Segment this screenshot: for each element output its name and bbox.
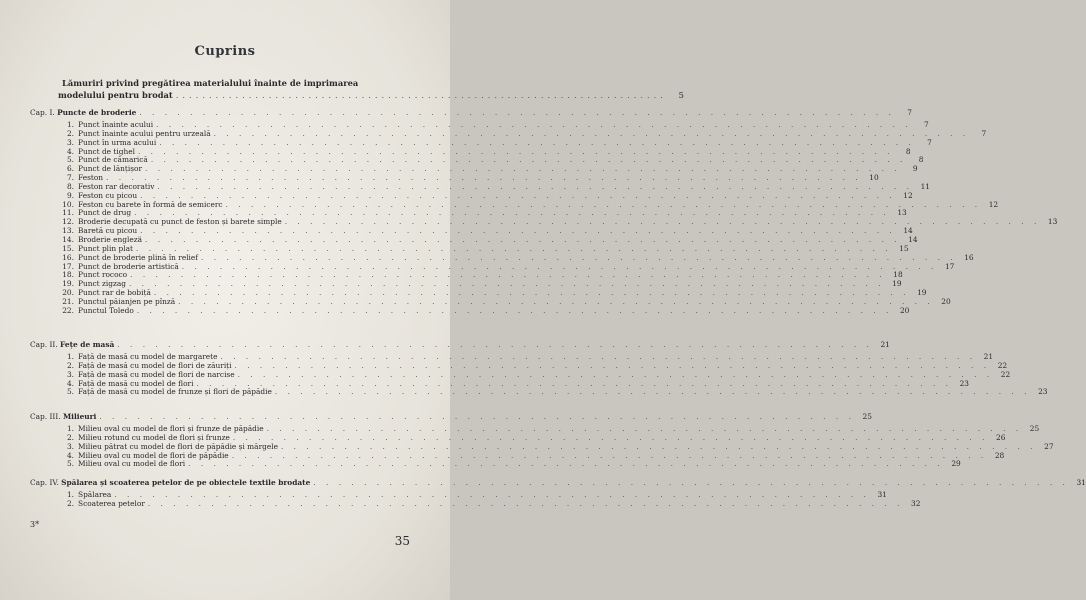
toc-item-title: Milieu oval cu model de flori xyxy=(78,459,186,469)
toc-item-number: 7. xyxy=(66,173,74,183)
toc-item-page: 26 xyxy=(996,432,1006,442)
toc-item-title: Punct de tighel xyxy=(78,146,135,156)
toc-item-page: 19 xyxy=(892,279,902,289)
signature-mark: 3* xyxy=(30,520,40,529)
toc-item-title: Scoaterea petelor xyxy=(78,498,145,508)
toc-item-page: 7 xyxy=(927,137,932,147)
leader-dots: . . . . . . . . . . . . . . . . . . . . . . . . . . . . . . . . . . . . . . . . . . . . . . . . . . . . . . . . . . . . xyxy=(145,234,901,244)
toc-item-number: 8. xyxy=(66,181,74,191)
toc-item-page: 16 xyxy=(964,252,974,262)
toc-item-number: 10. xyxy=(62,199,74,209)
toc-item-page: 19 xyxy=(917,288,927,298)
toc-item-number: 15. xyxy=(62,243,74,253)
leader-dots: . . . . . . . . . . . . . . . . . . . . . . . . . . . . . . . . . . . . . . . . . . . . . . . . . . . . . . . . . . . . xyxy=(188,459,944,469)
toc-item-number: 21. xyxy=(62,296,74,306)
toc-item-page: 29 xyxy=(951,459,961,469)
leader-dots: . . . . . . . . . . . . . . . . . . . . . . . . . . . . . . . . . . . . . . . . . . . . . . . . . . . . . . . . . . . . xyxy=(136,243,892,253)
leader-dots: . . . . . . . . . . . . . . . . . . . . . . . . . . . . . . . . . . . . . . . . . . . . . . . . . . . . . . . . . . . . xyxy=(128,279,885,289)
chapter-page-number: 31 xyxy=(1076,478,1086,487)
toc-item-number: 14. xyxy=(62,234,74,244)
toc-item-page: 23 xyxy=(959,378,970,388)
chapter-page-number: 25 xyxy=(862,412,872,421)
toc-item-page: 32 xyxy=(911,498,921,508)
toc-item-number: 12. xyxy=(62,217,74,227)
leader-dots: . . . . . . . . . . . . . . . . . . . . . . . . . . . . . . . . . . . . . . . . . . . . . . . . . . . . . . . . . . . . xyxy=(157,181,913,191)
toc-item-title: Milieu rotund cu model de flori și frunze xyxy=(78,432,230,442)
leader-dots: . . . . . . . . . . . . . . . . . . . . . . . . . . . . . . . . . . . . . . . . . . . . . . . . . . . . . . . . . . . . xyxy=(232,432,989,442)
chapter-section xyxy=(30,340,1048,397)
leader-dots: . . . . . . . . . . . . . . . . . . . . . . . . . . . . . . . . . . . . . . . . . . . . . . . . . . . . . . . . . . . . xyxy=(130,270,886,280)
chapter-title: Puncte de broderie xyxy=(57,108,137,117)
toc-item xyxy=(30,498,921,509)
toc-item-page: 15 xyxy=(899,243,909,253)
toc-item-page: 27 xyxy=(1044,441,1054,451)
toc-item-title: Milieu oval cu model de flori și frunze de păpădie xyxy=(78,424,264,433)
toc-item-title: Față de masă cu model de margarete xyxy=(78,352,218,361)
toc-item-number: 22. xyxy=(62,305,74,315)
toc-item-number: 16. xyxy=(62,252,74,262)
leader-dots: . . . . . . . . . . . . . . . . . . . . . . . . . . . . . . . . . . . . . . . . . . . . . . . . . . . . . . . . . . . . xyxy=(134,208,890,218)
leader-dots: . . . . . . . . . . . . . . . . . . . . . . . . . . . . . . . . . . . . . . . . . . . . . . . . . . . . . . . . . . . . xyxy=(274,387,1031,397)
intro-line-2 xyxy=(58,89,684,101)
intro-entry xyxy=(58,77,684,101)
chapter-heading xyxy=(30,340,890,349)
toc-item-title: Broderie englezä xyxy=(78,234,143,244)
leader-dots: . . . . . . . . . . . . . . . . . . . . . . . . . . . . . . . . . . . . . . . . . . . . . . . . . . . . . . . . . . . . xyxy=(284,217,1041,227)
leader-dots: . . . . . . . . . . . . . . . . . . . . . . . . . . . . . . . . . . . . . . . . . . . . . . . . . . . . . . . . . . . . xyxy=(150,155,907,165)
toc-item-number: 5. xyxy=(66,387,74,397)
toc-item-number: 1. xyxy=(66,424,74,433)
chapter-number: Cap. IV. xyxy=(30,478,59,487)
toc-item-title: Față de masă cu model de flori xyxy=(78,378,194,388)
toc-item-number: 3. xyxy=(66,137,74,147)
toc-item-text xyxy=(60,388,272,397)
toc-item-title: Feston xyxy=(78,173,104,183)
toc-item-title: Punct rococo xyxy=(78,270,128,280)
toc-item-number: 4. xyxy=(66,378,74,388)
toc-item-title: Punct rar de bobiță xyxy=(78,288,151,298)
toc-item-title: Punct în urma acului xyxy=(78,137,157,147)
leader-dots: . . . . . . . . . . . . . . . . . . . . . . . . . . . . . . . . . . . . . . . . . . . . . . . . . . . . . . . . . . . . xyxy=(99,412,855,421)
toc-item-number: 3. xyxy=(66,369,74,379)
chapter-page-number: 21 xyxy=(880,340,890,349)
toc-item-page: 23 xyxy=(1038,387,1048,397)
chapter-heading xyxy=(30,412,872,421)
toc-item-number: 11. xyxy=(62,208,74,218)
chapter-section xyxy=(30,412,1054,469)
toc-item-number: 5. xyxy=(66,155,74,165)
toc-item-page: 12 xyxy=(903,190,913,200)
leader-dots: . . . . . . . . . . . . . . . . . . . . . . . . . . . . . . . . . . . . . . . . . . . . . . . . . . . . . . . . . . . . xyxy=(225,199,982,209)
toc-item-title: Punctul păianjen pe pînză xyxy=(78,296,176,306)
toc-item-number: 5. xyxy=(66,459,74,469)
toc-item-title: Punct de broderie plină în relief xyxy=(78,252,199,262)
leader-dots: . . . . . . . . . . . . . . . . . . . . . . . . . . . . . . . . . . . . . . . . . . . . . . . . . . . . . . . . . . . . xyxy=(237,369,994,379)
toc-item-number: 19. xyxy=(62,279,74,289)
toc-item-number: 3. xyxy=(66,441,74,451)
intro-line-1: Lămuriri privind pregătirea materialului înainte de imprimarea xyxy=(62,78,359,88)
toc-item-page: 18 xyxy=(893,270,903,280)
toc-item-title: Broderie decupată cu punct de feston și barete simple xyxy=(78,217,282,227)
toc-item-page: 7 xyxy=(923,120,929,129)
toc-item-title: Față de masă cu model de flori de narcise xyxy=(78,369,235,379)
chapter-page-number: 7 xyxy=(907,108,912,117)
toc-item xyxy=(30,459,961,469)
chapter-number: Cap. III. xyxy=(30,412,61,421)
chapter-heading-text xyxy=(30,108,136,117)
leader-dots: . . . . . . . . . . . . . . . . . . . . . . . . . . . . . . . . . . . . . . . . . . . . . . . . . . . . . . . . . . . . xyxy=(153,288,910,298)
toc-item-title: Punct plin plat xyxy=(78,243,133,253)
leader-dots: . . . . . . . . . . . . . . . . . . . . . . . . . . . . . . . . . . . . . . . . . . . . . . . . . . . . . . . . . . . . xyxy=(231,450,988,460)
leader-dots: . . . . . . . . . . . . . . . . . . . . . . . . . . . . . . . . . . . . . . . . . . . . . . . . . . . . . . . . . . . . xyxy=(213,128,970,138)
toc-item-title: Punct înainte acului xyxy=(78,120,154,129)
toc-item-number: 2. xyxy=(66,432,74,442)
toc-item-number: 17. xyxy=(62,261,74,271)
toc-item-page: 12 xyxy=(988,199,999,209)
leader-dots: . . . . . . . . . . . . . . . . . . . . . . . . . . . . . . . . . . . . . . . . . . . . . . . . . . . . . . . . . . . . xyxy=(137,146,894,156)
leader-dots: . . . . . . . . . . . . . . . . . . . . . . . . . . . . . . . . . . . . . . . . . . . . . . . . . . . . . . . . . . . . xyxy=(313,478,1069,487)
leader-dots: . . . . . . . . . . . . . . . . . . . . . . . . . . . . . . . . . . . . . . . . . . . . . . . . . . . . . . . . . . . . xyxy=(140,226,896,236)
toc-item-number: 6. xyxy=(66,164,74,174)
chapter-title: Milieuri xyxy=(62,412,97,421)
toc-item-page: 13 xyxy=(897,208,907,218)
leader-dots: . . . . . . . . . . . . . . . . . . . . . . . . . . . . . . . . . . . . . . . . . . . . . . . . . . . . . . . . . . . . xyxy=(136,305,893,315)
toc-item-title: Punctul Toledo xyxy=(78,305,134,315)
toc-item-title: Baretă cu picou xyxy=(78,226,138,236)
leader-dots: . . . . . . . . . . . . . . . . . . . . . . . . . . . . . . . . . . . . . . . . . . . . . . . . . . . . . . . . . . . . xyxy=(201,252,957,262)
leader-dots: . . . . . . . . . . . . . . . . . . . . . . . . . . . . . . . . . . . . . . . . . . . . . . . . . . . . . . . . . . . . xyxy=(145,164,901,174)
toc-item-title: Feston cu barete în formă de semicerc xyxy=(78,199,223,209)
chapter-heading-text xyxy=(30,412,96,421)
toc-item-page: 10 xyxy=(869,173,879,183)
toc-item-number: 2. xyxy=(66,360,74,370)
chapter-title: Fețe de masă xyxy=(60,340,115,349)
toc-item-title: Față de masă cu model de frunze și flori de păpădie xyxy=(78,387,272,397)
toc-item-title: Punct de lănțișor xyxy=(78,164,143,174)
toc-item-page: 11 xyxy=(920,181,930,191)
toc-item-title: Față de masă cu model de flori de zăuriți xyxy=(78,360,232,370)
chapter-heading xyxy=(30,108,912,117)
toc-item xyxy=(30,305,910,316)
toc-item-number: 13. xyxy=(62,226,74,236)
toc-item-number: 2. xyxy=(66,498,74,508)
chapter-heading-text xyxy=(30,478,310,487)
toc-item-number: 4. xyxy=(66,450,74,460)
chapter-title: Spălarea și scoaterea petelor de pe obiectele textile brodate xyxy=(61,478,311,487)
toc-item-page: 13 xyxy=(1047,217,1058,227)
toc-item-title: Milieu oval cu model de flori de păpădie xyxy=(78,450,229,460)
leader-dots: . . . . . . . . . . . . . . . . . . . . . . . . . . . . . . . . . . . . . . . . . . . . . . . . . . . . . . . . . . . . xyxy=(181,261,938,271)
toc-item-page: 20 xyxy=(941,296,951,306)
toc-item-page: 7 xyxy=(981,128,987,138)
toc-item-title: Punct de drug xyxy=(78,208,132,218)
toc-item-number: 1. xyxy=(66,120,74,129)
toc-item-text xyxy=(60,307,134,316)
toc-item-page: 14 xyxy=(908,234,918,244)
toc-item-title: Punct zigzag xyxy=(78,279,126,289)
leader-dots: . . . . . . . . . . . . . . . . . . . . . . . . . . . . . . . . . . . . . . . . . . . . . . . . . . . . . . . . . . . . xyxy=(156,120,912,129)
chapter-number: Cap. I. xyxy=(30,108,55,117)
leader-dots: . . . . . . . . . . . . . . . . . . . . . . . . . . . . . . . . . . . . . . . . . . . . . . . . . . . . . . . . . . . . xyxy=(178,296,934,306)
leader-dots: . . . . . . . . . . . . . . . . . . . . . . . . . . . . . . . . . . . . . . . . . . . . . . . . . . . . . . . . . . . . xyxy=(280,441,1037,451)
toc-item-page: 8 xyxy=(918,155,924,165)
leader-dots: . . . . . . . . . . . . . . . . . . . . . . . . . . . . . . . . . . . . . . . . . . . . . . . . . . . . . . . . . . . . xyxy=(139,108,895,117)
leader-dots: . . . . . . . . . . . . . . . . . . . . . . . . . . . . . . . . . . . . . . . . . . . . . . . . . . . . . . . . . . . . xyxy=(220,352,977,361)
leader-dots: . . . . . . . . . . . . . . . . . . . . . . . . . . . . . . . . . . . . . . . . . . . . . . . . . . . . . . . . . . . . xyxy=(234,360,991,370)
toc-item-page: 22 xyxy=(997,360,1008,370)
leader-dots: . . . . . . . . . . . . . . . . . . . . . . . . . . . . . . . . . . . . . . . . . . . . . . . . . . . . . . . . . . . . xyxy=(140,190,896,200)
chapter-heading xyxy=(30,478,1086,487)
toc-item-number: 9. xyxy=(66,190,74,200)
toc-item-title: Spălarea xyxy=(78,490,112,499)
leader-dots: . . . . . . . . . . . . . . . . . . . . . . . . . . . . . . . . . . . . . . . . . . . . . . . . . . . . . . . . . . . . xyxy=(147,498,904,508)
leader-dots: . . . . . . . . . . . . . . . . . . . . . . . . . . . . . . . . . . . . . . . . . . . . . . . . . . . . . . . . . . . . xyxy=(106,173,862,183)
toc-item-title: Punct înainte acului pentru urzeală xyxy=(78,128,211,138)
toc-item-text xyxy=(60,500,145,509)
toc-item-page: 14 xyxy=(903,226,913,236)
chapter-section xyxy=(30,478,1086,509)
toc-item-page: 25 xyxy=(1029,424,1040,433)
leader-dots: . . . . . . . . . . . . . . . . . . . . . . . . . . . . . . . . . . . . . . . . . . . . . . . . . . . . . . . . . . . . xyxy=(117,340,873,349)
toc-item-text xyxy=(60,460,185,469)
toc-item-title: Punct de cămarică xyxy=(78,155,148,165)
toc-item xyxy=(30,387,1048,397)
toc-item-number: 1. xyxy=(66,490,74,499)
intro-page-number: 5 xyxy=(678,90,684,100)
toc-item-page: 8 xyxy=(905,146,911,156)
intro-line-2-text: modelului pentru brodat xyxy=(58,90,173,100)
chapter-section xyxy=(30,108,1058,316)
chapter-heading-text xyxy=(30,340,114,349)
toc-item-number: 2. xyxy=(66,128,74,138)
toc-item-page: 9 xyxy=(912,164,918,174)
toc-item-page: 21 xyxy=(983,352,994,361)
chapter-number: Cap. II. xyxy=(30,340,58,349)
leader-dots: .......................................................................... xyxy=(175,90,667,100)
toc-item-page: 28 xyxy=(994,450,1005,460)
toc-item-title: Milieu pătrat cu model de flori de păpădie și mărgele xyxy=(78,441,278,451)
leader-dots: . . . . . . . . . . . . . . . . . . . . . . . . . . . . . . . . . . . . . . . . . . . . . . . . . . . . . . . . . . . . xyxy=(196,378,953,388)
toc-item-number: 4. xyxy=(66,146,74,156)
page-number: 35 xyxy=(394,534,410,548)
toc-item-number: 20. xyxy=(62,288,74,298)
toc-item-title: Punct de broderie artistică xyxy=(78,261,179,271)
toc-item-number: 18. xyxy=(62,270,74,280)
toc-item-number: 1. xyxy=(66,352,74,361)
leader-dots: . . . . . . . . . . . . . . . . . . . . . . . . . . . . . . . . . . . . . . . . . . . . . . . . . . . . . . . . . . . . xyxy=(114,490,870,499)
toc-item-page: 31 xyxy=(877,490,887,499)
page-title: Cuprins xyxy=(194,44,256,59)
toc-item-page: 22 xyxy=(1000,369,1011,379)
toc-item-title: Feston cu picou xyxy=(78,190,138,200)
leader-dots: . . . . . . . . . . . . . . . . . . . . . . . . . . . . . . . . . . . . . . . . . . . . . . . . . . . . . . . . . . . . xyxy=(159,137,915,147)
toc-item-title: Feston rar decorativ xyxy=(78,181,155,191)
toc-item-page: 20 xyxy=(899,305,910,315)
leader-dots: . . . . . . . . . . . . . . . . . . . . . . . . . . . . . . . . . . . . . . . . . . . . . . . . . . . . . . . . . . . . xyxy=(266,424,1023,433)
toc-item-page: 17 xyxy=(944,261,955,271)
